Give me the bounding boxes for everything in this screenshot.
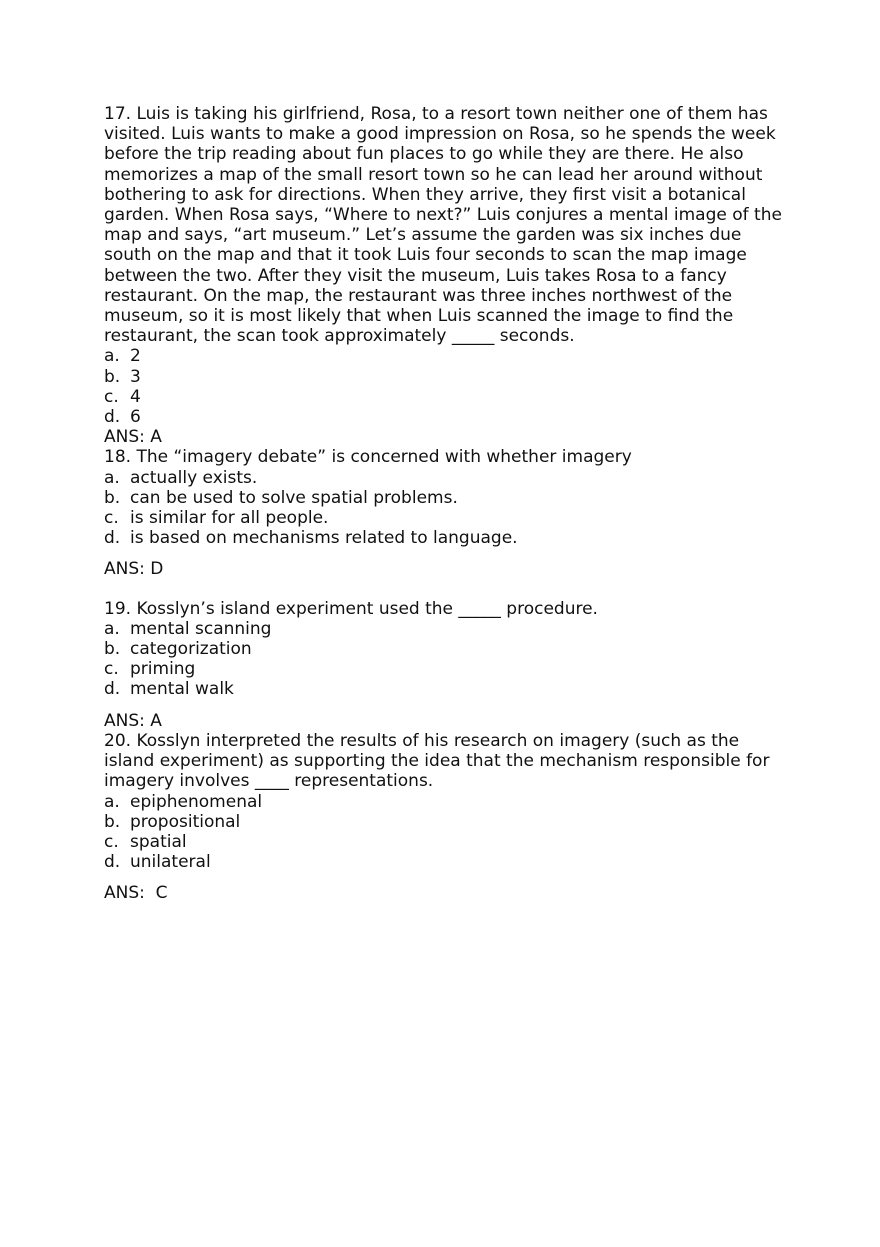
document-page [104, 104, 794, 904]
answer-option [104, 508, 794, 528]
option-letter: b. [104, 811, 121, 832]
answer-option [104, 367, 794, 387]
option-text: 3 [130, 366, 141, 387]
option-text: priming [130, 659, 196, 680]
option-letter: c. [104, 831, 119, 852]
option-letter: c. [104, 508, 119, 529]
option-text: is similar for all people. [130, 508, 329, 529]
option-text: mental scanning [130, 618, 272, 639]
option-letter: d. [104, 679, 121, 700]
question-19 [104, 599, 794, 731]
answer-option [104, 468, 794, 488]
question-17 [104, 104, 794, 447]
answer-option [104, 619, 794, 639]
option-text: mental walk [130, 679, 234, 700]
answer-key: ANS: D [104, 559, 164, 580]
answer-option [104, 792, 794, 812]
option-letter: c. [104, 386, 119, 407]
question-18 [104, 447, 794, 579]
option-text: 2 [130, 346, 141, 367]
answer-key: ANS: C [104, 883, 168, 904]
question-text: 20. Kosslyn interpreted the results of his research on imagery (such as the island experiment) as supporting the idea that the mechanism responsible for imagery involves ____ representations. [104, 730, 770, 792]
option-text: 4 [130, 386, 141, 407]
question-20 [104, 731, 794, 904]
option-letter: d. [104, 407, 121, 428]
option-letter: a. [104, 791, 120, 812]
answer-option [104, 679, 794, 699]
answer-option [104, 812, 794, 832]
question-text: 18. The “imagery debate” is concerned with whether imagery [104, 447, 632, 468]
option-letter: d. [104, 852, 121, 873]
question-text: 17. Luis is taking his girlfriend, Rosa, to a resort town neither one of them has visited. Luis wants to make a good impression on Rosa, so he spends the week before the trip reading about fun places to go while they are there. He also memorizes a map of the small resort town so he can lead her around without bothering to ask for directions. When they arrive, they first visit a botanical garden. When Rosa says, “Where to next?” Luis conjures a mental image of the map and says, “art museum.” Let’s assume the garden was six inches due south on the map and that it took Luis four seconds to scan the map image between the two. After they visit the museum, Luis takes Rosa to a fancy restaurant. On the map, the restaurant was three inches northwest of the museum, so it is most likely that when Luis scanned the image to find the restaurant, the scan took approximately _____ seconds. [104, 104, 782, 347]
option-letter: b. [104, 487, 121, 508]
option-text: 6 [130, 407, 141, 428]
option-letter: c. [104, 659, 119, 680]
answer-option [104, 659, 794, 679]
answer-option [104, 528, 794, 548]
answer-key: ANS: A [104, 427, 162, 448]
option-text: is based on mechanisms related to language. [130, 528, 518, 549]
answer-option [104, 832, 794, 852]
answer-option [104, 407, 794, 427]
option-text: categorization [130, 639, 252, 660]
option-text: actually exists. [130, 467, 258, 488]
answer-option [104, 387, 794, 407]
option-text: can be used to solve spatial problems. [130, 487, 458, 508]
option-letter: d. [104, 528, 121, 549]
question-text: 19. Kosslyn’s island experiment used the _____ procedure. [104, 598, 598, 619]
option-letter: b. [104, 366, 121, 387]
option-text: unilateral [130, 852, 211, 873]
answer-option [104, 346, 794, 366]
option-text: epiphenomenal [130, 791, 263, 812]
answer-key: ANS: A [104, 710, 162, 731]
answer-option [104, 852, 794, 872]
option-letter: a. [104, 346, 120, 367]
option-letter: a. [104, 618, 120, 639]
option-text: propositional [130, 811, 241, 832]
option-text: spatial [130, 831, 187, 852]
option-letter: b. [104, 639, 121, 660]
answer-option [104, 488, 794, 508]
option-letter: a. [104, 467, 120, 488]
answer-option [104, 639, 794, 659]
